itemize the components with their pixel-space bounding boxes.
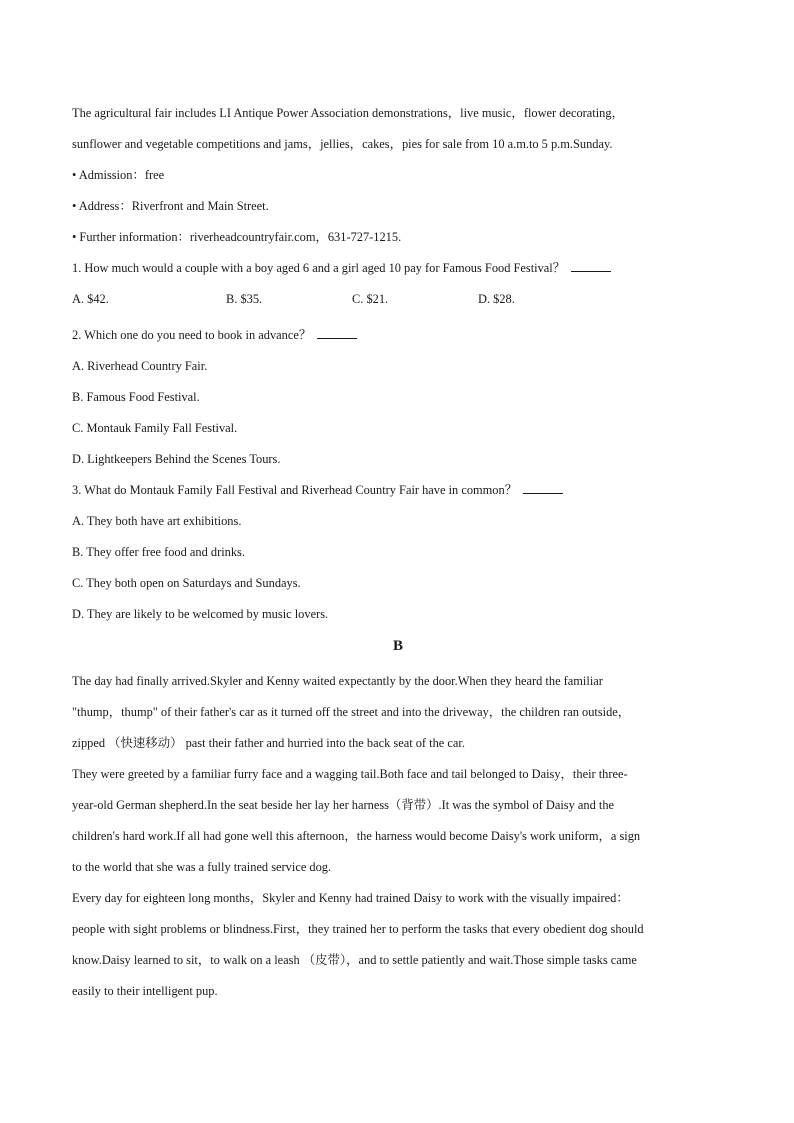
document-page xyxy=(72,98,724,1007)
passage-b-line-6: children's hard work.If all had gone well this afternoon，the harness would become Daisy's work uniform，a sign xyxy=(72,829,641,843)
passage-b-line-10: know.Daisy learned to sit，to walk on a leash （皮带），and to settle patiently and wait.Those simple tasks came xyxy=(72,953,637,967)
passage-b-line-1: The day had finally arrived.Skyler and Kenny waited expectantly by the door.When they heard the familiar xyxy=(72,674,603,688)
question-3-stem xyxy=(72,475,724,506)
answer-blank xyxy=(317,328,357,339)
passage-b-line-4: They were greeted by a familiar furry face and a wagging tail.Both face and tail belonged to Daisy，their three- xyxy=(72,767,628,781)
question-2-option-b: B. Famous Food Festival. xyxy=(72,390,200,404)
question-1-option-a: A. $42. xyxy=(72,292,109,306)
passage-b-line-5: year-old German shepherd.In the seat beside her lay her harness（背带）.It was the symbol of Daisy and the xyxy=(72,798,615,812)
passage-b-line-3: zipped （快速移动） past their father and hurried into the back seat of the car. xyxy=(72,736,465,750)
question-3-option-a: A. They both have art exhibitions. xyxy=(72,514,242,528)
address-bullet: • Address：Riverfront and Main Street. xyxy=(72,199,269,213)
question-3-option-c: C. They both open on Saturdays and Sundays. xyxy=(72,576,301,590)
question-2-option-d: D. Lightkeepers Behind the Scenes Tours. xyxy=(72,452,281,466)
question-1-options xyxy=(72,284,724,320)
question-1-option-d: D. $28. xyxy=(478,292,515,306)
question-2-text: 2. Which one do you need to book in advance？ xyxy=(72,328,312,342)
question-3-option-b: B. They offer free food and drinks. xyxy=(72,545,245,559)
admission-bullet: • Admission：free xyxy=(72,168,165,182)
question-2-stem xyxy=(72,320,724,351)
answer-blank xyxy=(523,483,563,494)
section-b-heading: B xyxy=(392,638,403,654)
passage-a-line-1: The agricultural fair includes LI Antique Power Association demonstrations，live music，flower decorating， xyxy=(72,106,624,120)
question-3-option-d: D. They are likely to be welcomed by music lovers. xyxy=(72,607,329,621)
question-2-option-a: A. Riverhead Country Fair. xyxy=(72,359,208,373)
passage-a-line-2: sunflower and vegetable competitions and jams，jellies，cakes，pies for sale from 10 a.m.to 5 p.m.Sunday. xyxy=(72,137,613,151)
question-1-option-c: C. $21. xyxy=(352,292,389,306)
passage-b-line-11: easily to their intelligent pup. xyxy=(72,984,218,998)
question-1-text: 1. How much would a couple with a boy aged 6 and a girl aged 10 pay for Famous Food Festival？ xyxy=(72,261,566,275)
passage-b-line-8: Every day for eighteen long months，Skyler and Kenny had trained Daisy to work with the visually impaired： xyxy=(72,891,629,905)
further-info-bullet: • Further information：riverheadcountryfair.com，631-727-1215. xyxy=(72,230,402,244)
passage-b-line-2: "thump，thump" of their father's car as it turned off the street and into the driveway，the children ran outside， xyxy=(72,705,631,719)
question-1-option-b: B. $35. xyxy=(226,292,263,306)
passage-b-line-9: people with sight problems or blindness.First，they trained her to perform the tasks that every obedient dog should xyxy=(72,922,644,936)
question-2-option-c: C. Montauk Family Fall Festival. xyxy=(72,421,238,435)
answer-blank xyxy=(571,261,611,272)
question-1-stem xyxy=(72,253,724,284)
question-3-text: 3. What do Montauk Family Fall Festival and Riverhead Country Fair have in common？ xyxy=(72,483,518,497)
passage-b-line-7: to the world that she was a fully trained service dog. xyxy=(72,860,332,874)
